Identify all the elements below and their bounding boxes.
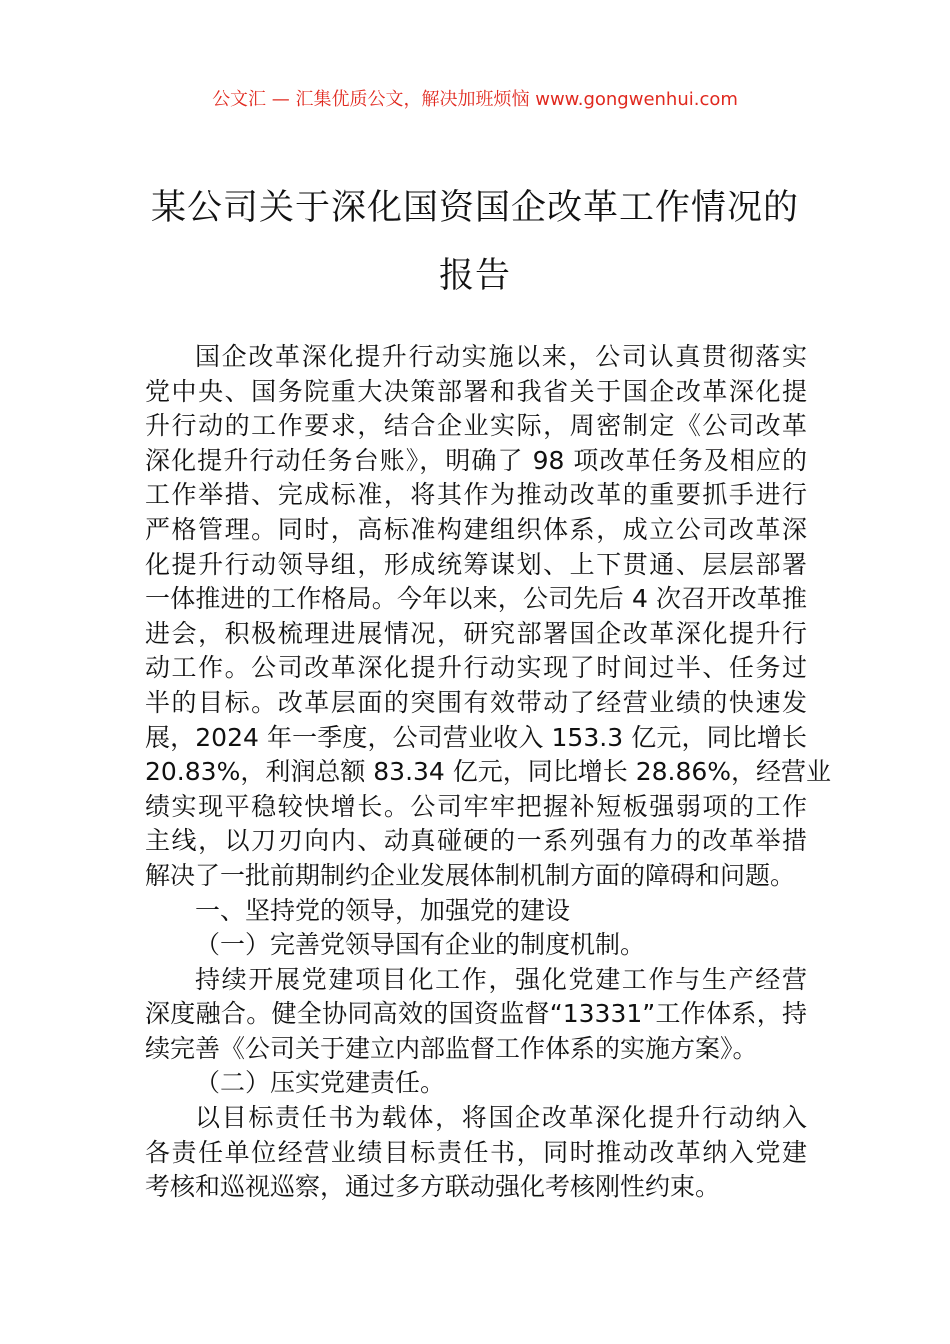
paragraph-line: 考核和巡视巡察，通过多方联动强化考核刚性约束。 xyxy=(145,1172,721,1202)
paragraph xyxy=(145,1101,807,1205)
paragraph-line: 一体推进的工作格局。今年以来，公司先后 4 次召开改革推 xyxy=(145,584,807,614)
paragraph-line: （一）完善党领导国有企业的制度机制。 xyxy=(195,930,646,960)
paragraph xyxy=(145,963,807,1067)
paragraph-line: 主线，以刀刃向内、动真碰硬的一系列强有力的改革举措 xyxy=(145,826,807,856)
paragraph-line: 半的目标。改革层面的突围有效带动了经营业绩的快速发 xyxy=(145,687,807,717)
document-title-line-1: 某公司关于深化国资国企改革工作情况的 xyxy=(150,188,799,228)
paragraph-line: 国企改革深化提升行动实施以来，公司认真贯彻落实 xyxy=(195,342,807,371)
paragraph-line: 化提升行动领导组，形成统筹谋划、上下贯通、层层部署 xyxy=(145,549,807,579)
paragraph-line: 升行动的工作要求，结合企业实际，周密制定《公司改革 xyxy=(145,411,807,441)
paragraph-line: 工作举措、完成标准，将其作为推动改革的重要抓手进行 xyxy=(145,480,807,510)
paragraph xyxy=(145,340,832,894)
paragraph-line: 深化提升行动任务台账》，明确了 98 项改革任务及相应的 xyxy=(145,445,807,475)
document-title-line-2: 报告 xyxy=(438,256,511,296)
paragraph-line: 展，2024 年一季度，公司营业收入 153.3 亿元，同比增长 xyxy=(145,722,807,752)
paragraph-line: 绩实现平稳较快增长。公司牢牢把握补短板强弱项的工作 xyxy=(145,791,807,821)
paragraph-line: 动工作。公司改革深化提升行动实现了时间过半、任务过 xyxy=(145,653,807,683)
paragraph xyxy=(145,1066,807,1101)
paragraph xyxy=(145,894,807,929)
paragraph-line: 20.83%，利润总额 83.34 亿元，同比增长 28.86%，经营业 xyxy=(145,757,832,787)
paragraph-line: 深度融合。健全协同高效的国资监督“13331”工作体系，持 xyxy=(145,999,807,1029)
paragraph-line: 党中央、国务院重大决策部署和我省关于国企改革深化提 xyxy=(145,376,807,406)
site-header-banner: 公文汇 — 汇集优质公文，解决加班烦恼 www.gongwenhui.com xyxy=(212,89,738,110)
paragraph-line: 解决了一批前期制约企业发展体制机制方面的障碍和问题。 xyxy=(145,860,796,890)
paragraph-line: 续完善《公司关于建立内部监督工作体系的实施方案》。 xyxy=(145,1033,758,1063)
paragraph-line: 一、坚持党的领导，加强党的建设 xyxy=(195,895,571,925)
paragraph-line: 进会，积极梳理进展情况，研究部署国企改革深化提升行 xyxy=(145,618,807,648)
paragraph-line: 持续开展党建项目化工作，强化党建工作与生产经营 xyxy=(195,964,807,994)
paragraph-line: 以目标责任书为载体，将国企改革深化提升行动纳入 xyxy=(195,1103,807,1133)
paragraph-line: （二）压实党建责任。 xyxy=(195,1068,446,1098)
paragraph-line: 严格管理。同时，高标准构建组织体系，成立公司改革深 xyxy=(145,514,807,544)
paragraph xyxy=(145,928,807,963)
document-body xyxy=(145,340,832,1205)
paragraph-line: 各责任单位经营业绩目标责任书，同时推动改革纳入党建 xyxy=(145,1137,807,1167)
